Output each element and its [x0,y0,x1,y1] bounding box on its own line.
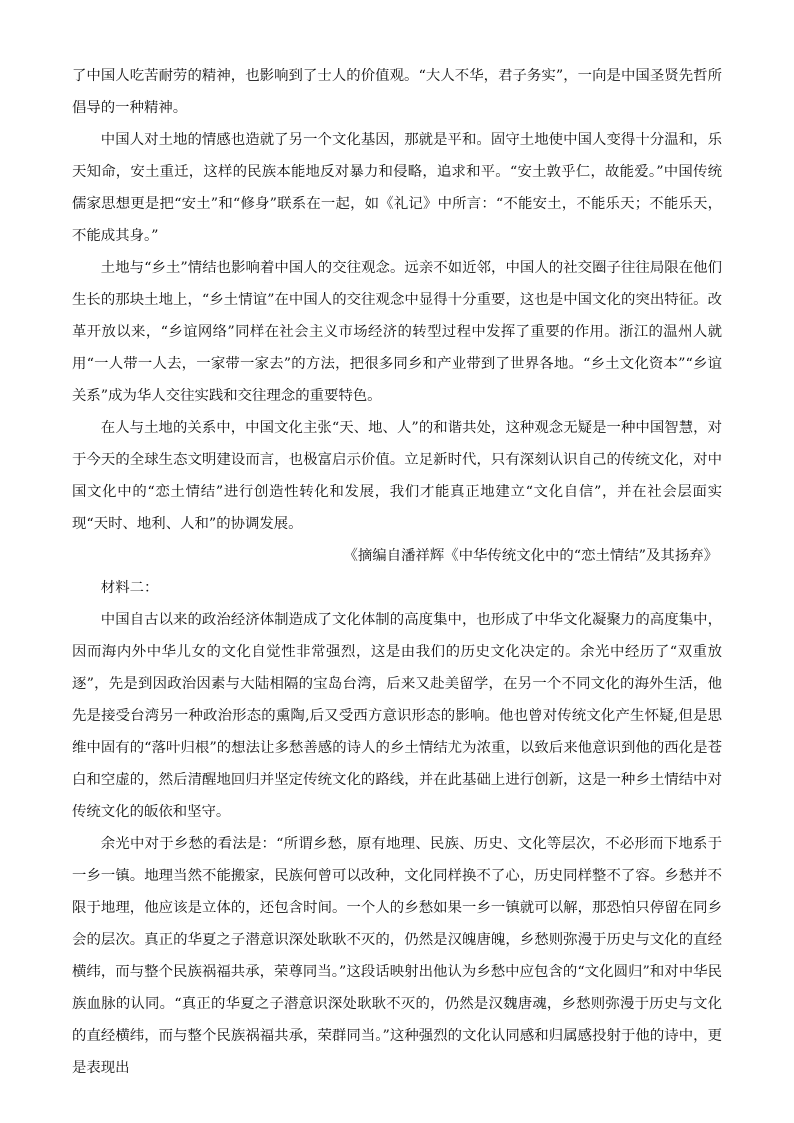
paragraph: 余光中对于乡愁的看法是：“所谓乡愁，原有地理、民族、历史、文化等层次，不必形而下地系于一乡一镇。地理当然不能搬家，民族何曾可以改种，文化同样换不了心，历史同样整不了容。乡愁并不限于地理，他应该是立体的，还包含时间。一个人的乡愁如果一乡一镇就可以解，那恐怕只停留在同乡会的层次。真正的华夏之子潜意识深处耿耿不灭的，仍然是汉魄唐魄，乡愁则弥漫于历史与文化的直经横纬，而与整个民族祸福共承，荣尊同当。”这段话映射出他认为乡愁中应包含的“文化圆归”和对中华民族血脉的认同。“真正的华夏之子潜意识深处耿耿不灭的，仍然是汉魏唐魂，乡愁则弥漫于历史与文化的直经横纬，而与整个民族祸福共承，荣群同当。”这种强烈的文化认同感和归属感投射于他的诗中，更是表现出 [72,836,722,1076]
paragraph: 在人与土地的关系中，中国文化主张“天、地、人”的和谐共处，这种观念无疑是一种中国智慧，对于今天的全球生态文明建设而言，也极富启示价值。立足新时代，只有深刻认识自己的传统文化，对中国文化中的“恋土情结”进行创造性转化和发展，我们才能真正地建立“文化自信”，并在社会层面实现“天时、地利、人和”的协调发展。 [72,420,722,532]
paragraph: 中国人对土地的情感也造就了另一个文化基因，那就是平和。固守土地使中国人变得十分温和，乐天知命，安土重迁，这样的民族本能地反对暴力和侵略，追求和平。“安土敦乎仁，故能爱。”中国传统儒家思想更是把“安土”和“修身”联系在一起，如《礼记》中所言：“不能安土，不能乐天；不能乐天，不能成其身。” [72,132,722,244]
section-heading: 材料二： [100,580,159,596]
source-citation: 《摘编自潘祥辉《中华传统文化中的“恋土情结”及其扬弃》 [343,548,718,564]
document-page [72,60,722,1084]
paragraph: 土地与“乡土”情结也影响着中国人的交往观念。远亲不如近邻，中国人的社交圈子往往局限在他们生长的那块土地上，“乡土情谊”在中国人的交往观念中显得十分重要，这也是中国文化的突出特征。改革开放以来，“乡谊网络”同样在社会主义市场经济的转型过程中发挥了重要的作用。浙江的温州人就用“一人带一人去，一家带一家去”的方法，把很多同乡和产业带到了世界各地。“乡土文化资本”“乡谊关系”成为华人交往实践和交往理念的重要特色。 [72,260,722,404]
paragraph: 中国自古以来的政治经济体制造成了文化体制的高度集中，也形成了中华文化凝聚力的高度集中，因而海内外中华儿女的文化自觉性非常强烈，这是由我们的历史文化决定的。余光中经历了“双重放逐”，先是到因政治因素与大陆相隔的宝岛台湾，后来又赴美留学，在另一个不同文化的海外生活，他先是接受台湾另一种政治形态的熏陶,后又受西方意识形态的影响。他也曾对传统文化产生怀疑,但是思维中固有的“落叶归根”的想法让多愁善感的诗人的乡土情结尤为浓重，以致后来他意识到他的西化是苍白和空虚的，然后清醒地回归并坚定传统文化的路线，并在此基础上进行创新，这是一种乡土情结中对传统文化的皈依和坚守。 [72,612,722,820]
paragraph: 了中国人吃苦耐劳的精神，也影响到了士人的价值观。“大人不华，君子务实”，一向是中国圣贤先哲所倡导的一种精神。 [72,68,722,116]
